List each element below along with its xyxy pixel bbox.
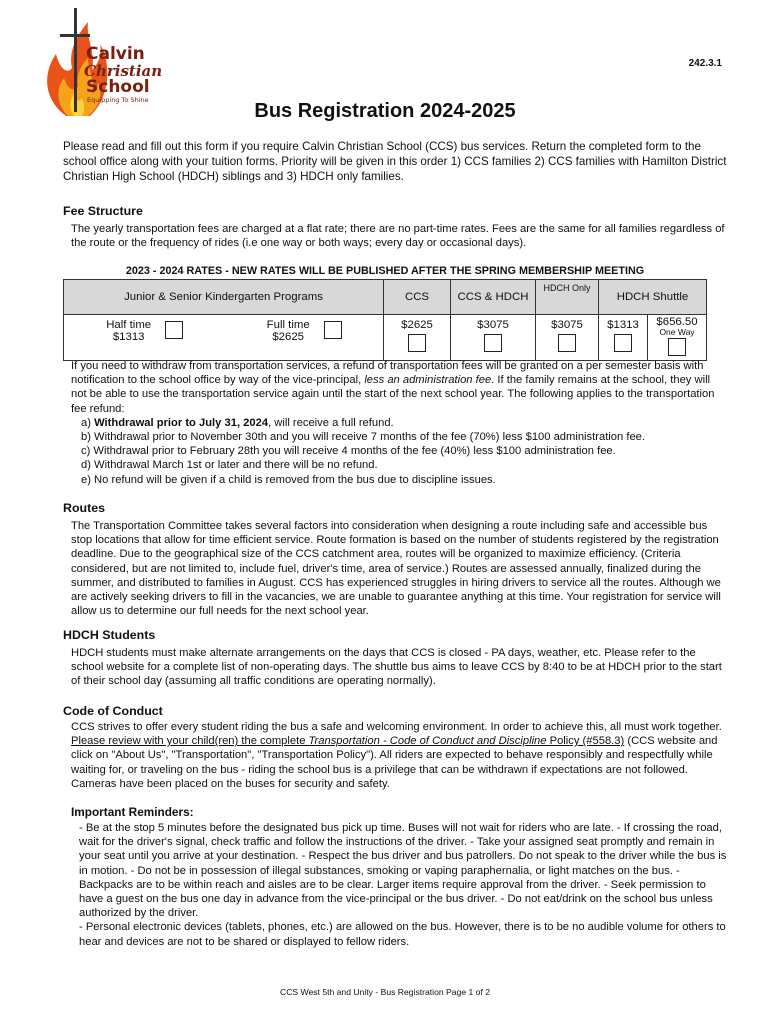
rates-title: 2023 - 2024 RATES - NEW RATES WILL BE PUBLISHED AFTER THE SPRING MEMBERSHIP MEETING [125,265,645,277]
fee-structure-heading: Fee Structure [63,204,143,218]
refund-text-italic: less an administration fee [364,374,492,387]
intro-paragraph: Please read and fill out this form if you require Calvin Christian School (CCS) bus services. Return the completed form to the school office along with your tuition forms. Priority will be given in this order 1) CCS families 2) CCS families with Hamilton District Christian High School (HDCH) siblings and 3) HDCH only families. [63,140,727,183]
conduct-heading: Code of Conduct [63,704,163,718]
header-jk-programs: Junior & Senior Kindergarten Programs [64,280,384,315]
conduct-text-1: CCS strives to offer every student riding the bus a safe and welcoming environment. In order to achieve this, all must work together. [71,721,722,733]
form-code: 242.3.1 [688,58,722,69]
refund-item-e: e) No refund will be given if a child is removed from the bus due to discipline issues. [81,473,496,486]
rates-value-row [64,315,707,361]
refund-intro [71,359,727,416]
cell-shuttle [599,315,648,361]
refund-section [71,359,727,487]
header-hdch-only: HDCH Only [536,280,599,315]
page-title: Bus Registration 2024-2025 [254,100,516,122]
shuttle-value: $1313 [607,319,639,331]
full-time-value: $2625 [272,331,305,343]
cell-hdch-only [536,315,599,361]
hdch-only-value: $3075 [551,319,583,331]
full-time-checkbox[interactable] [324,321,342,339]
cell-ccs [384,315,451,361]
conduct-link-text-italic: Transportation - Code of Conduct and Discipline [308,735,547,748]
header-ccs: CCS [384,280,451,315]
full-time-label: Full time [266,319,310,331]
conduct-text [71,720,727,791]
hdch-text: HDCH students must make alternate arrangements on the days that CCS is closed - PA days, weather, etc. Please refer to the school website for a complete list of non-operating days. The shuttle bus aims to leave CCS by 8:40 to be at HDCH prior to the start of their school day (assuming all traffic conditions are operating normally). [71,647,722,688]
routes-text: The Transportation Committee takes several factors into consideration when designing a route including safe and accessible bus stop locations that allow for time efficient service. Route formation is based on the number of students registered by the registration deadline. Due to the geographical size of the CCS catchment area, routes will be organized to maximize efficiency. (Criteria considered, but are not limited to, include fuel, driver's time, area of service.) Routes are assessed annually, finalized during the summer, and distributed to families in August. CCS has experienced struggles in hiring drivers to service all the routes. Although we are actively seeking drivers to fill in the vacancies, we are unable to guarantee anything at this time. Your registration for service will allow us to determine our full needs for the next school year. [71,520,721,618]
logo-wordmark [86,46,162,104]
header-ccs-hdch: CCS & HDCH [451,280,536,315]
conduct-text-2: (CCS website and click on "About Us", "Transportation", "Transportation Policy"). All riders are expected to behave responsibly and respectfully while waiting for, or traveling on the bus - riding the school bus is a privilege that can be withdrawn if expectations are not followed. Cameras have been placed on the buses for security and safety. [71,735,718,790]
one-way-value: $656.50 [656,316,698,328]
half-time-label: Half time [106,319,152,331]
one-way-label: One Way [659,327,695,337]
cell-ccs-hdch [451,315,536,361]
ccs-checkbox[interactable] [408,334,426,352]
fee-structure-text: The yearly transportation fees are charged at a flat rate; there are no part-time rates. Fees are the same for all families regardless of the route or the frequency of rides (i.e one way or both ways; every day or occasional days). [71,223,725,250]
reminders-section [71,805,727,949]
conduct-link-text-2: Policy (#558.3) [546,735,625,748]
ccs-hdch-checkbox[interactable] [484,334,502,352]
cell-half-time [64,315,226,361]
conduct-policy-link[interactable] [71,735,624,747]
refund-item-d: d) Withdrawal March 1st or later and there will be no refund. [81,459,378,472]
rates-header-row [64,280,707,315]
refund-item-a-bold: Withdrawal prior to July 31, 2024 [94,416,269,429]
routes-heading: Routes [63,501,105,515]
hdch-heading: HDCH Students [63,628,156,642]
logo-line-school: School [86,77,150,97]
reminders-item-2: - Personal electronic devices (tablets, phones, etc.) are allowed on the bus. However, there is to be no audible volume for others to hear and devices are not to be shared or displayed to fellow riders. [79,921,726,948]
reminders-item-1: - Be at the stop 5 minutes before the designated bus pick up time. Buses will not wait for riders who are late. - If crossing the road, wait for the driver's signal, check traffic and follow the instructions of the driver. - Take your assigned seat promptly and remain in your seat until you arrive at your destination. - Respect the bus driver and bus patrollers. Do not speak to the driver while the bus is in motion. - Do not be in possession of illegal substances, smoking or vaping paraphernalia, or light matches on the bus. - Backpacks are to be within reach and aisles are to be clear. Larger items require approval from the driver. - Seek permission to have a guest on the bus one day in advance from the vice-principal or the bus driver. - Do not eat/drink on the school bus unless authorized by the driver. [79,822,727,920]
logo-line-calvin: Calvin [86,44,145,64]
cell-full-time [225,315,383,361]
refund-item-a-prefix: a) [81,416,95,429]
rates-table [63,279,707,361]
reminders-heading: Important Reminders: [71,805,194,819]
ccs-hdch-value: $3075 [477,319,509,331]
refund-item-b: b) Withdrawal prior to November 30th and you will receive 7 months of the fee (70%) less $100 administration fee. [81,431,646,444]
cell-shuttle-one-way [648,315,707,361]
page-footer: CCS West 5th and Unity - Bus Registration Page 1 of 2 [279,987,490,997]
conduct-link-text-1: Please review with your child(ren) the complete [71,735,309,748]
refund-item-c: c) Withdrawal prior to February 28th you will receive 4 months of the fee (40%) less $100 administration fee. [81,445,616,458]
hdch-only-checkbox[interactable] [558,334,576,352]
header-hdch-shuttle: HDCH Shuttle [599,280,707,315]
refund-text: If you need to withdraw from transportation services, a refund of transportation fees will be granted on a per semester basis with notification to the school office by way of the vice-principal, [71,360,704,387]
half-time-value: $1313 [112,331,145,343]
refund-list [71,416,727,487]
ccs-value: $2625 [401,319,433,331]
half-time-checkbox[interactable] [165,321,183,339]
refund-item-a-rest: , will receive a full refund. [268,416,394,429]
refund-item-a [81,416,727,430]
shuttle-checkbox[interactable] [614,334,632,352]
logo-line-christian: Christian [84,62,163,80]
logo-tagline: Equipping To Shine [87,96,149,104]
one-way-checkbox[interactable] [668,338,686,356]
refund-text-end: . If the family remains at the school, they will not be able to use the transportation service again until the start of the next school year. The following applies to the transportation fee refund: [71,374,715,415]
